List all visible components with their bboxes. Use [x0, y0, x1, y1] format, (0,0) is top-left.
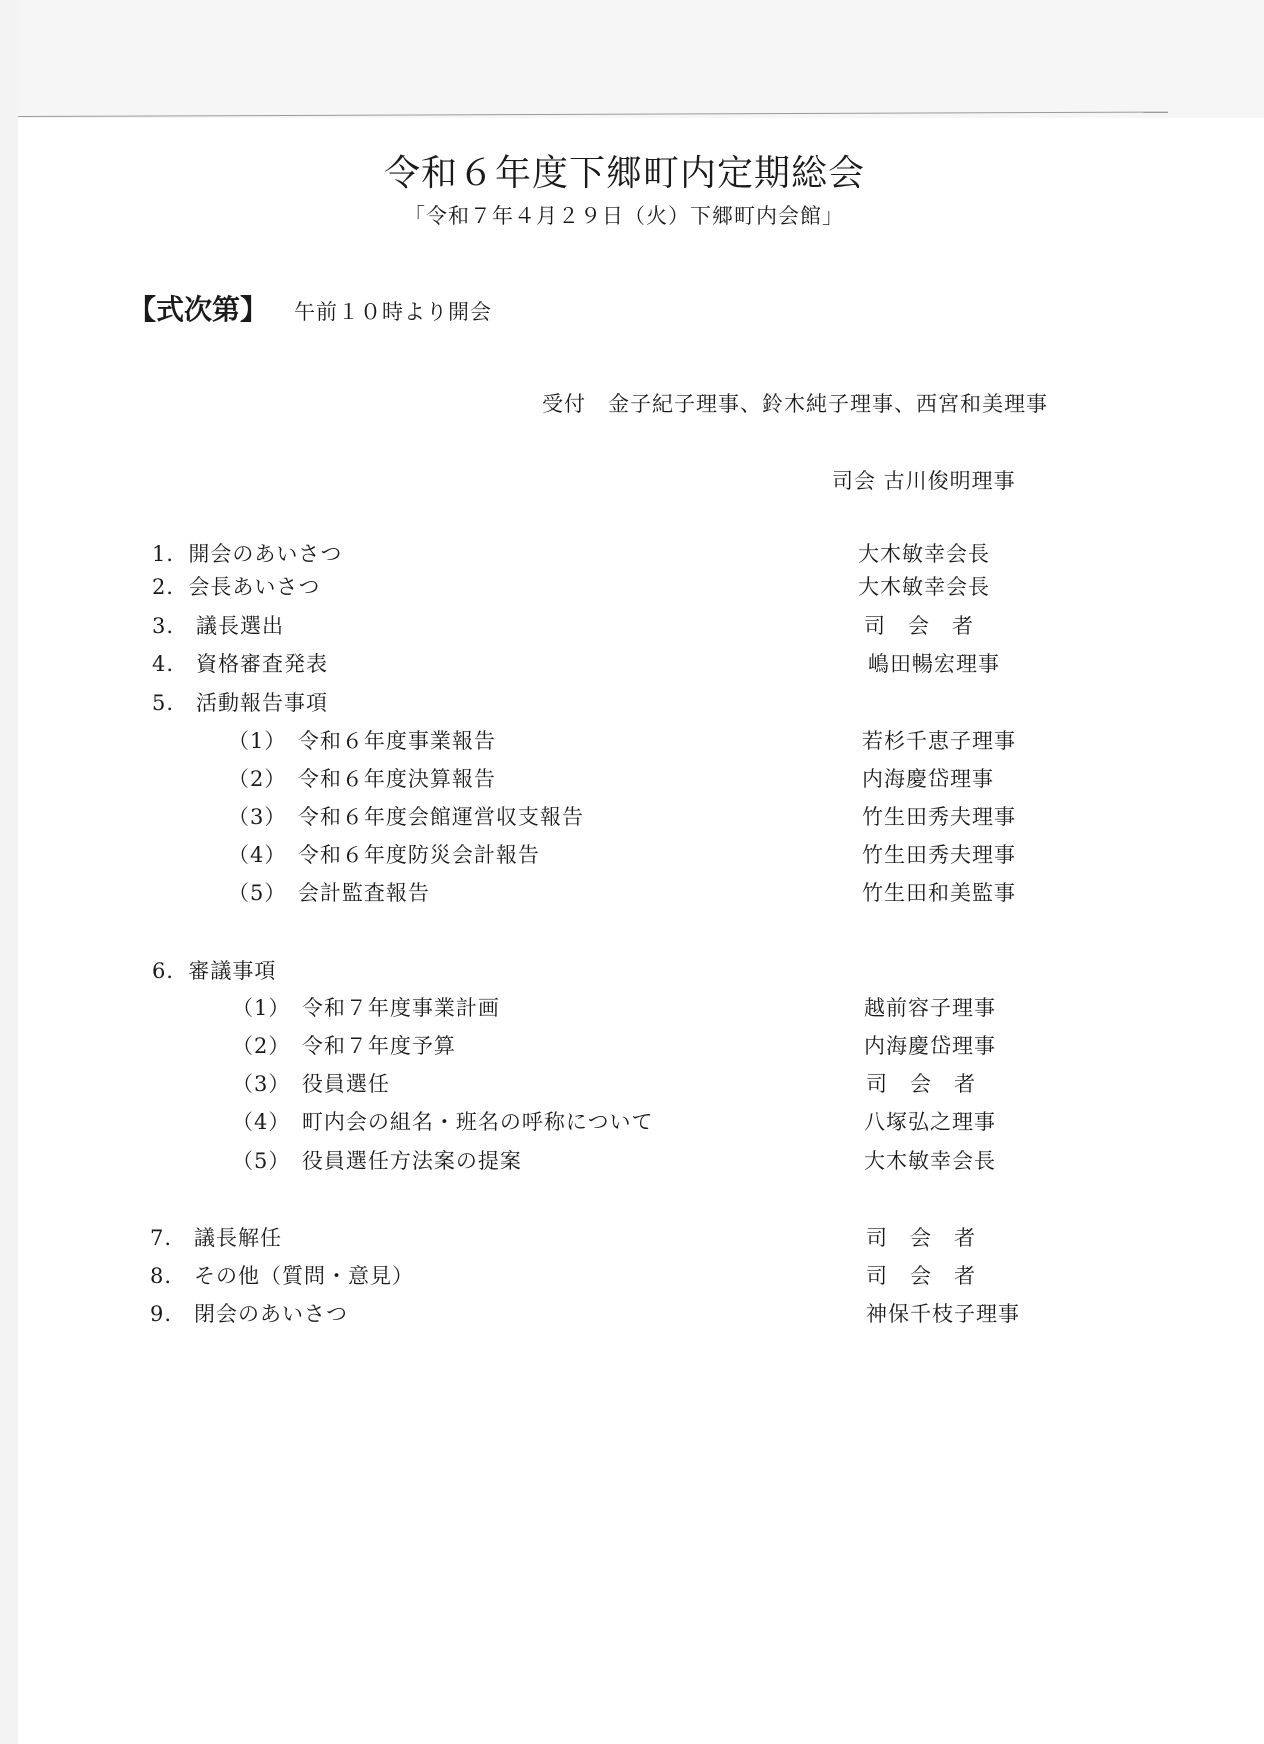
agenda-subitem-5-5: （5） 会計監査報告 [228, 881, 430, 905]
agenda-person-6-3: 司 会 者 [866, 1072, 976, 1096]
agenda-person-2: 大木敏幸会長 [858, 575, 990, 599]
agenda-item-4: 4. 資格審査発表 [152, 652, 329, 676]
document-title: 令和６年度下郷町内定期総会 [384, 153, 866, 194]
agenda-person-5-4: 竹生田秀夫理事 [862, 843, 1016, 867]
agenda-item-9: 9. 閉会のあいさつ [150, 1302, 349, 1326]
agenda-item-3: 3. 議長選出 [152, 614, 285, 638]
agenda-person-9: 神保千枝子理事 [866, 1302, 1020, 1326]
agenda-item-1: 1．開会のあいさつ [152, 542, 343, 566]
agenda-item-5: 5. 活動報告事項 [152, 691, 329, 715]
agenda-person-5-3: 竹生田秀夫理事 [862, 805, 1016, 829]
agenda-item-7: 7. 議長解任 [150, 1226, 283, 1250]
agenda-subitem-5-4: （4） 令和６年度防災会計報告 [228, 843, 540, 867]
agenda-subitem-6-2: （2） 令和７年度予算 [232, 1034, 456, 1058]
scan-background-left [0, 0, 18, 1744]
document-subtitle: 「令和７年４月２９日（火）下郷町内会館」 [404, 204, 844, 228]
agenda-person-5-5: 竹生田和美監事 [862, 881, 1016, 905]
agenda-person-6-4: 八塚弘之理事 [864, 1110, 996, 1134]
master-of-ceremonies: 司会 古川俊明理事 [832, 469, 1016, 493]
agenda-person-6-2: 内海慶岱理事 [864, 1034, 996, 1058]
section-heading: 【式次第】 [128, 293, 269, 326]
agenda-subitem-6-1: （1） 令和７年度事業計画 [232, 996, 500, 1020]
agenda-person-5-1: 若杉千恵子理事 [862, 729, 1016, 753]
scan-background-top [0, 0, 1264, 118]
agenda-person-8: 司 会 者 [866, 1264, 976, 1288]
agenda-subitem-5-3: （3） 令和６年度会館運営収支報告 [228, 805, 584, 829]
agenda-person-6-5: 大木敏幸会長 [864, 1149, 996, 1173]
agenda-person-7: 司 会 者 [866, 1226, 976, 1250]
agenda-item-8: 8. その他（質問・意見） [150, 1264, 415, 1288]
agenda-person-3: 司 会 者 [864, 614, 974, 638]
reception-staff: 受付 金子紀子理事、鈴木純子理事、西宮和美理事 [542, 392, 1048, 416]
agenda-person-5-2: 内海慶岱理事 [862, 767, 994, 791]
agenda-subitem-5-2: （2） 令和６年度決算報告 [228, 767, 496, 791]
agenda-subitem-6-4: （4） 町内会の組名・班名の呼称について [232, 1110, 654, 1134]
agenda-item-6: 6．審議事項 [152, 959, 277, 983]
agenda-person-6-1: 越前容子理事 [864, 996, 996, 1020]
agenda-item-2: 2．会長あいさつ [152, 575, 321, 599]
agenda-subitem-6-5: （5） 役員選任方法案の提案 [232, 1149, 522, 1173]
agenda-subitem-6-3: （3） 役員選任 [232, 1072, 390, 1096]
start-time: 午前１０時より開会 [294, 300, 492, 324]
agenda-subitem-5-1: （1） 令和６年度事業報告 [228, 729, 496, 753]
agenda-person-1: 大木敏幸会長 [858, 542, 990, 566]
agenda-person-4: 嶋田暢宏理事 [868, 652, 1000, 676]
